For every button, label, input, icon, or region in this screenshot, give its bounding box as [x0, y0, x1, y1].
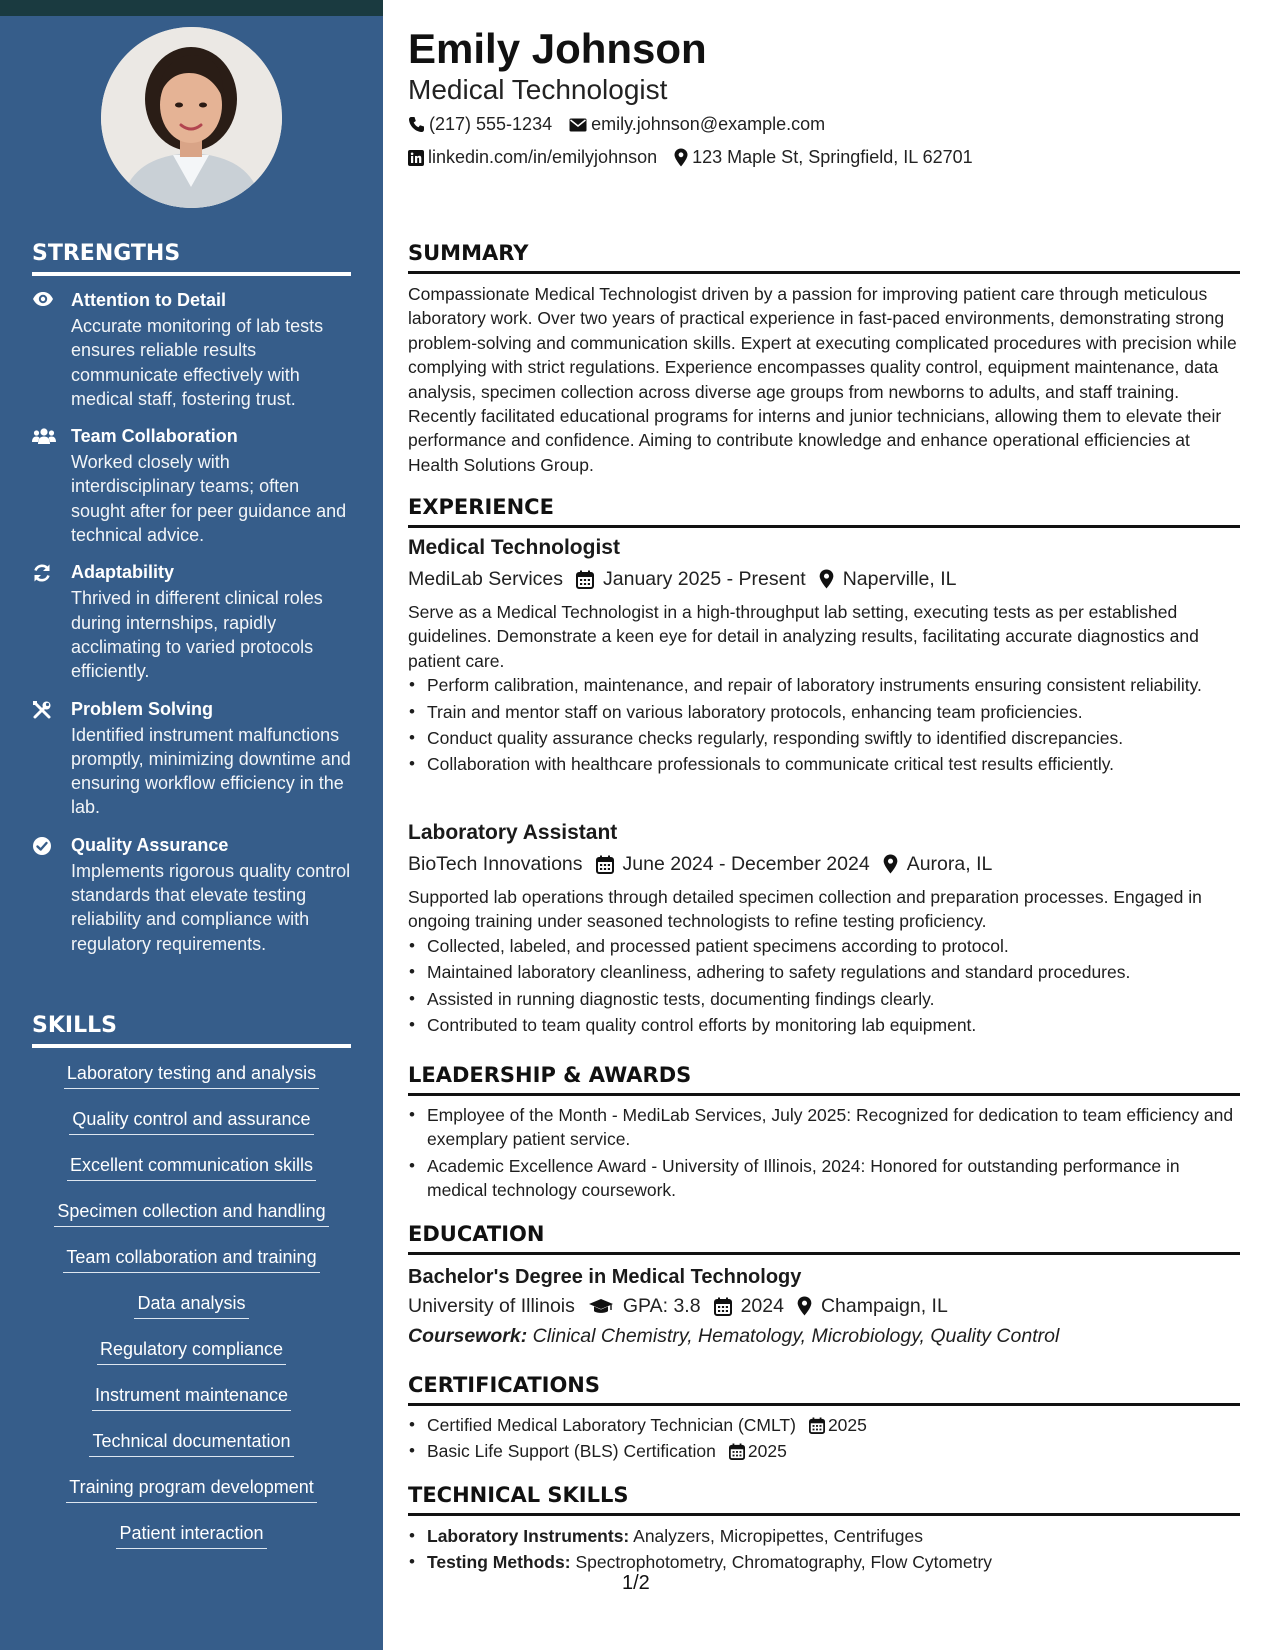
job-location: Aurora, IL [906, 853, 993, 875]
sidebar [0, 0, 383, 1650]
coursework [408, 1323, 1240, 1349]
job-bullets [408, 673, 1240, 777]
skill-item: Regulatory compliance [97, 1338, 286, 1365]
strength-item [32, 698, 357, 820]
skill-item: Patient interaction [116, 1522, 266, 1549]
job-location: Naperville, IL [842, 568, 957, 590]
awards-heading: LEADERSHIP & AWARDS [408, 1062, 1240, 1096]
list-item: • Maintained laboratory cleanliness, adhering to safety regulations and standard procedures. [408, 960, 1240, 984]
coursework-text: Clinical Chemistry, Hematology, Microbiology, Quality Control [532, 1325, 1060, 1347]
graduation-cap-icon [588, 1298, 614, 1315]
job-description: Serve as a Medical Technologist in a high-throughput lab setting, executing tests as per established guidelines. Demonstrate a keen eye for detail in analyzing results, facilitating accurate diagnostics and patient care. [408, 602, 1199, 671]
job-title: Medical Technologist [408, 536, 620, 559]
main-content [408, 0, 1240, 1650]
strength-title: Adaptability [71, 562, 175, 583]
job-title: Laboratory Assistant [408, 821, 618, 844]
skill-item: Team collaboration and training [63, 1246, 319, 1273]
summary-heading: SUMMARY [408, 240, 1240, 274]
job-dates: June 2024 - December 2024 [622, 853, 870, 875]
education-heading: EDUCATION [408, 1221, 1240, 1255]
experience-heading: EXPERIENCE [408, 494, 1240, 528]
list-item: • Contributed to team quality control efforts by monitoring lab equipment. [408, 1013, 1240, 1037]
calendar-icon [729, 1443, 745, 1460]
users-icon [32, 425, 71, 547]
job-dates: January 2025 - Present [603, 568, 806, 590]
tech-skill-value: Spectrophotometry, Chromatography, Flow Cytometry [575, 1552, 993, 1573]
skills-list [32, 1062, 351, 1568]
tools-icon [32, 698, 71, 820]
calendar-icon [714, 1297, 732, 1316]
certification-year: 2025 [747, 1441, 787, 1462]
phone-text: (217) 555-1234 [429, 114, 553, 134]
skills-heading: SKILLS [32, 1013, 351, 1048]
tech-skill-label: Testing Methods: [427, 1552, 571, 1573]
degree-title: Bachelor's Degree in Medical Technology [408, 1266, 802, 1288]
phone-icon [408, 116, 425, 133]
company-name: BioTech Innovations [408, 853, 583, 875]
skill-item: Laboratory testing and analysis [64, 1062, 319, 1089]
calendar-icon [809, 1417, 825, 1434]
list-item: • Train and mentor staff on various laboratory protocols, enhancing team proficiencies. [408, 700, 1240, 724]
strength-title: Quality Assurance [71, 834, 229, 855]
certifications-list [408, 1413, 1240, 1466]
address-text: 123 Maple St, Springfield, IL 62701 [692, 147, 973, 167]
map-pin-icon [797, 1296, 812, 1316]
strength-description: Thrived in different clinical roles during internships, rapidly acclimating to varied protocols efficiently. [71, 588, 323, 682]
calendar-icon [576, 570, 594, 589]
school-name: University of Illinois [408, 1295, 575, 1317]
company-name: MediLab Services [408, 568, 563, 590]
refresh-icon [32, 561, 71, 683]
summary-text: Compassionate Medical Technologist driven by a passion for improving patient care through meticulous laboratory work. Over two years of practical experience in fast-paced environments, demonstrating strong problem-solving and communication skills. Expert at executing complicated procedures with precision while complying with strict regulations. Experience encompasses quality control, equipment maintenance, data analysis, specimen collection across diverse age groups from newborns to adults, and staff training. Recently facilitated educational programs for interns and junior technicians, allowing them to elevate their performance and confidence. Aiming to contribute knowledge and enhance operational efficiencies at Health Solutions Group. [408, 284, 1237, 475]
coursework-label: Coursework: [408, 1325, 528, 1347]
skill-item: Training program development [66, 1476, 316, 1503]
strength-item [32, 561, 357, 683]
technical-skills-heading: TECHNICAL SKILLS [408, 1482, 1240, 1516]
address-contact [674, 147, 973, 168]
strength-description: Identified instrument malfunctions promptly, minimizing downtime and ensuring workflow efficiency in the lab. [71, 724, 351, 818]
list-item: • Assisted in running diagnostic tests, documenting findings clearly. [408, 987, 1240, 1011]
candidate-role: Medical Technologist [408, 74, 668, 105]
skill-item: Instrument maintenance [92, 1384, 291, 1411]
eye-icon [32, 289, 71, 411]
certification-year: 2025 [827, 1415, 867, 1435]
job-meta [408, 851, 1240, 877]
skill-item: Excellent communication skills [67, 1154, 316, 1181]
linkedin-contact[interactable] [408, 147, 657, 168]
email-contact[interactable] [569, 114, 825, 135]
list-item [408, 1439, 1240, 1463]
email-text: emily.johnson@example.com [591, 114, 826, 134]
education-location: Champaign, IL [820, 1295, 948, 1317]
avatar [101, 27, 282, 208]
certification-name: • Basic Life Support (BLS) Certification [427, 1441, 716, 1462]
skill-item: Data analysis [134, 1292, 248, 1319]
awards-list [408, 1103, 1240, 1205]
strength-item [32, 834, 357, 956]
list-item: • Collected, labeled, and processed patient specimens according to protocol. [408, 934, 1240, 958]
check-circle-icon [32, 834, 71, 956]
technical-skills-list [408, 1524, 1240, 1577]
job-meta [408, 566, 1240, 592]
strength-description: Implements rigorous quality control standards that elevate testing reliability and compliance with regulatory requirements. [71, 860, 351, 954]
sidebar-top-bar [0, 0, 383, 16]
tech-skill-value: Analyzers, Micropipettes, Centrifuges [633, 1526, 923, 1546]
experience-entry [408, 535, 1240, 779]
experience-entry [408, 820, 1240, 1039]
contact-row [408, 147, 990, 168]
strength-description: Worked closely with interdisciplinary teams; often sought after for peer guidance and technical advice. [71, 452, 347, 546]
certifications-heading: CERTIFICATIONS [408, 1372, 1240, 1406]
linkedin-text: linkedin.com/in/emilyjohnson [428, 147, 658, 167]
strength-title: Problem Solving [71, 698, 214, 719]
envelope-icon [569, 118, 587, 132]
phone-contact[interactable] [408, 114, 552, 135]
tech-skill-label: Laboratory Instruments: [427, 1526, 630, 1546]
strengths-list [32, 289, 357, 970]
list-item: • Academic Excellence Award - University of Illinois, 2024: Honored for outstanding performance in medical technology coursework. [408, 1154, 1240, 1203]
map-pin-icon [819, 569, 834, 589]
skill-item: Technical documentation [89, 1430, 293, 1457]
job-description: Supported lab operations through detailed specimen collection and preparation processes. Engaged in ongoing training under seasoned technologists to refine testing proficiency. [408, 887, 1202, 932]
list-item [408, 1550, 1240, 1574]
education-year: 2024 [740, 1295, 784, 1317]
strengths-heading: STRENGTHS [32, 241, 351, 276]
skill-item: Quality control and assurance [69, 1108, 313, 1135]
candidate-name: Emily Johnson [408, 25, 707, 72]
list-item [408, 1524, 1240, 1548]
certification-name: • Certified Medical Laboratory Technician (CMLT) [427, 1415, 796, 1435]
linkedin-icon [408, 150, 424, 166]
calendar-icon [596, 855, 614, 874]
contact-row [408, 114, 842, 135]
list-item: • Conduct quality assurance checks regularly, responding swiftly to identified discrepancies. [408, 726, 1240, 750]
education-meta [408, 1293, 1240, 1319]
job-bullets [408, 934, 1240, 1038]
strength-description: Accurate monitoring of lab tests ensures reliable results communicate effectively with medical staff, fostering trust. [71, 316, 324, 409]
list-item: • Employee of the Month - MediLab Services, July 2025: Recognized for dedication to team efficiency and exemplary patient service. [408, 1103, 1240, 1152]
education-entry [408, 1264, 1240, 1349]
page-number: 1/2 [622, 1572, 650, 1594]
list-item [408, 1413, 1240, 1437]
strength-item [32, 289, 357, 411]
map-pin-icon [883, 854, 898, 874]
map-pin-icon [674, 148, 688, 167]
strength-item [32, 425, 357, 547]
strength-title: Team Collaboration [71, 426, 238, 447]
gpa-text: GPA: 3.8 [622, 1295, 701, 1317]
list-item: • Collaboration with healthcare professionals to communicate critical test results efficiently. [408, 752, 1240, 776]
skill-item: Specimen collection and handling [54, 1200, 328, 1227]
strength-title: Attention to Detail [71, 290, 226, 310]
list-item: • Perform calibration, maintenance, and repair of laboratory instruments ensuring consistent reliability. [408, 673, 1240, 697]
